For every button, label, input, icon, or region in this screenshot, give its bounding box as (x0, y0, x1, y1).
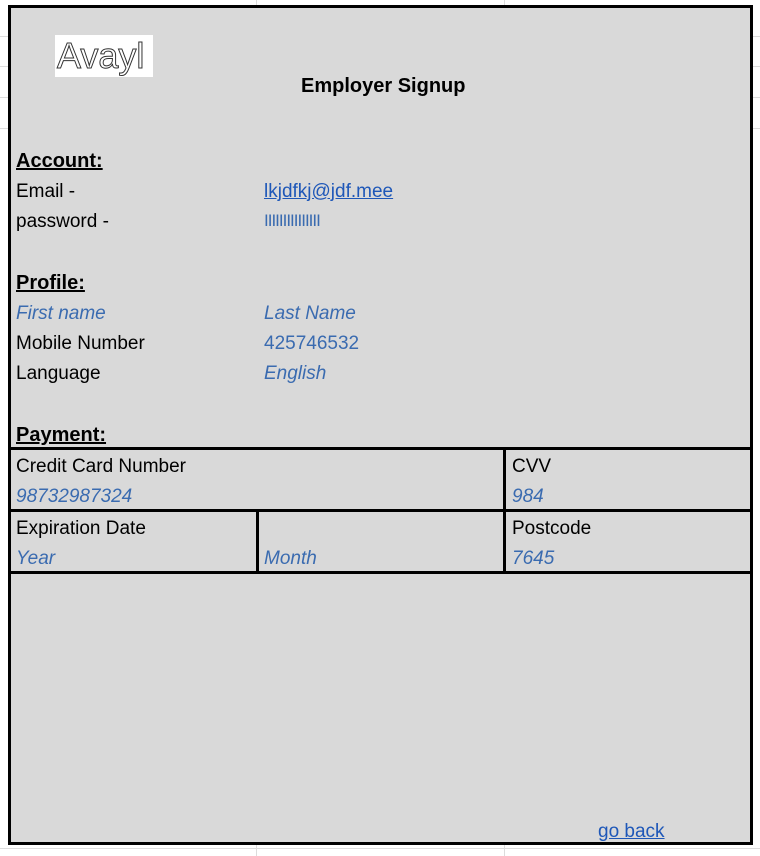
payment-table-divider (503, 447, 506, 574)
profile-heading: Profile: (16, 272, 85, 294)
language-label: Language (16, 363, 101, 384)
logo-text: Avayl (57, 35, 145, 76)
payment-table-divider (256, 509, 259, 574)
cvv-field[interactable]: 984 (512, 486, 544, 507)
email-label: Email - (16, 181, 76, 202)
avayl-logo (55, 35, 153, 77)
language-field[interactable]: English (264, 363, 327, 384)
cvv-label: CVV (512, 456, 552, 477)
payment-table-border (11, 509, 750, 512)
payment-heading: Payment: (16, 424, 107, 446)
last-name-field[interactable]: Last Name (264, 303, 356, 324)
mobile-field[interactable]: 425746532 (264, 333, 360, 354)
first-name-field[interactable]: First name (16, 303, 106, 324)
go-back-link[interactable]: go back (598, 821, 665, 842)
expiry-year-field[interactable]: Year (16, 548, 56, 569)
mobile-label: Mobile Number (16, 333, 145, 354)
email-value-link[interactable]: lkjdfkj@jdf.mee (264, 181, 394, 202)
payment-table-border (11, 571, 750, 574)
postcode-label: Postcode (512, 518, 592, 539)
password-field[interactable]: IIIIIIIIIIIIIII (264, 211, 320, 230)
payment-table-border (11, 447, 750, 450)
expiry-month-field[interactable]: Month (264, 548, 317, 569)
postcode-field[interactable]: 7645 (512, 548, 555, 569)
account-heading: Account: (16, 150, 103, 172)
page-title: Employer Signup (301, 75, 466, 97)
password-label: password - (16, 211, 109, 232)
card-number-field[interactable]: 98732987324 (16, 486, 133, 507)
expiration-date-label: Expiration Date (16, 518, 146, 539)
signup-form-frame (8, 5, 753, 845)
card-number-label: Credit Card Number (16, 456, 186, 477)
